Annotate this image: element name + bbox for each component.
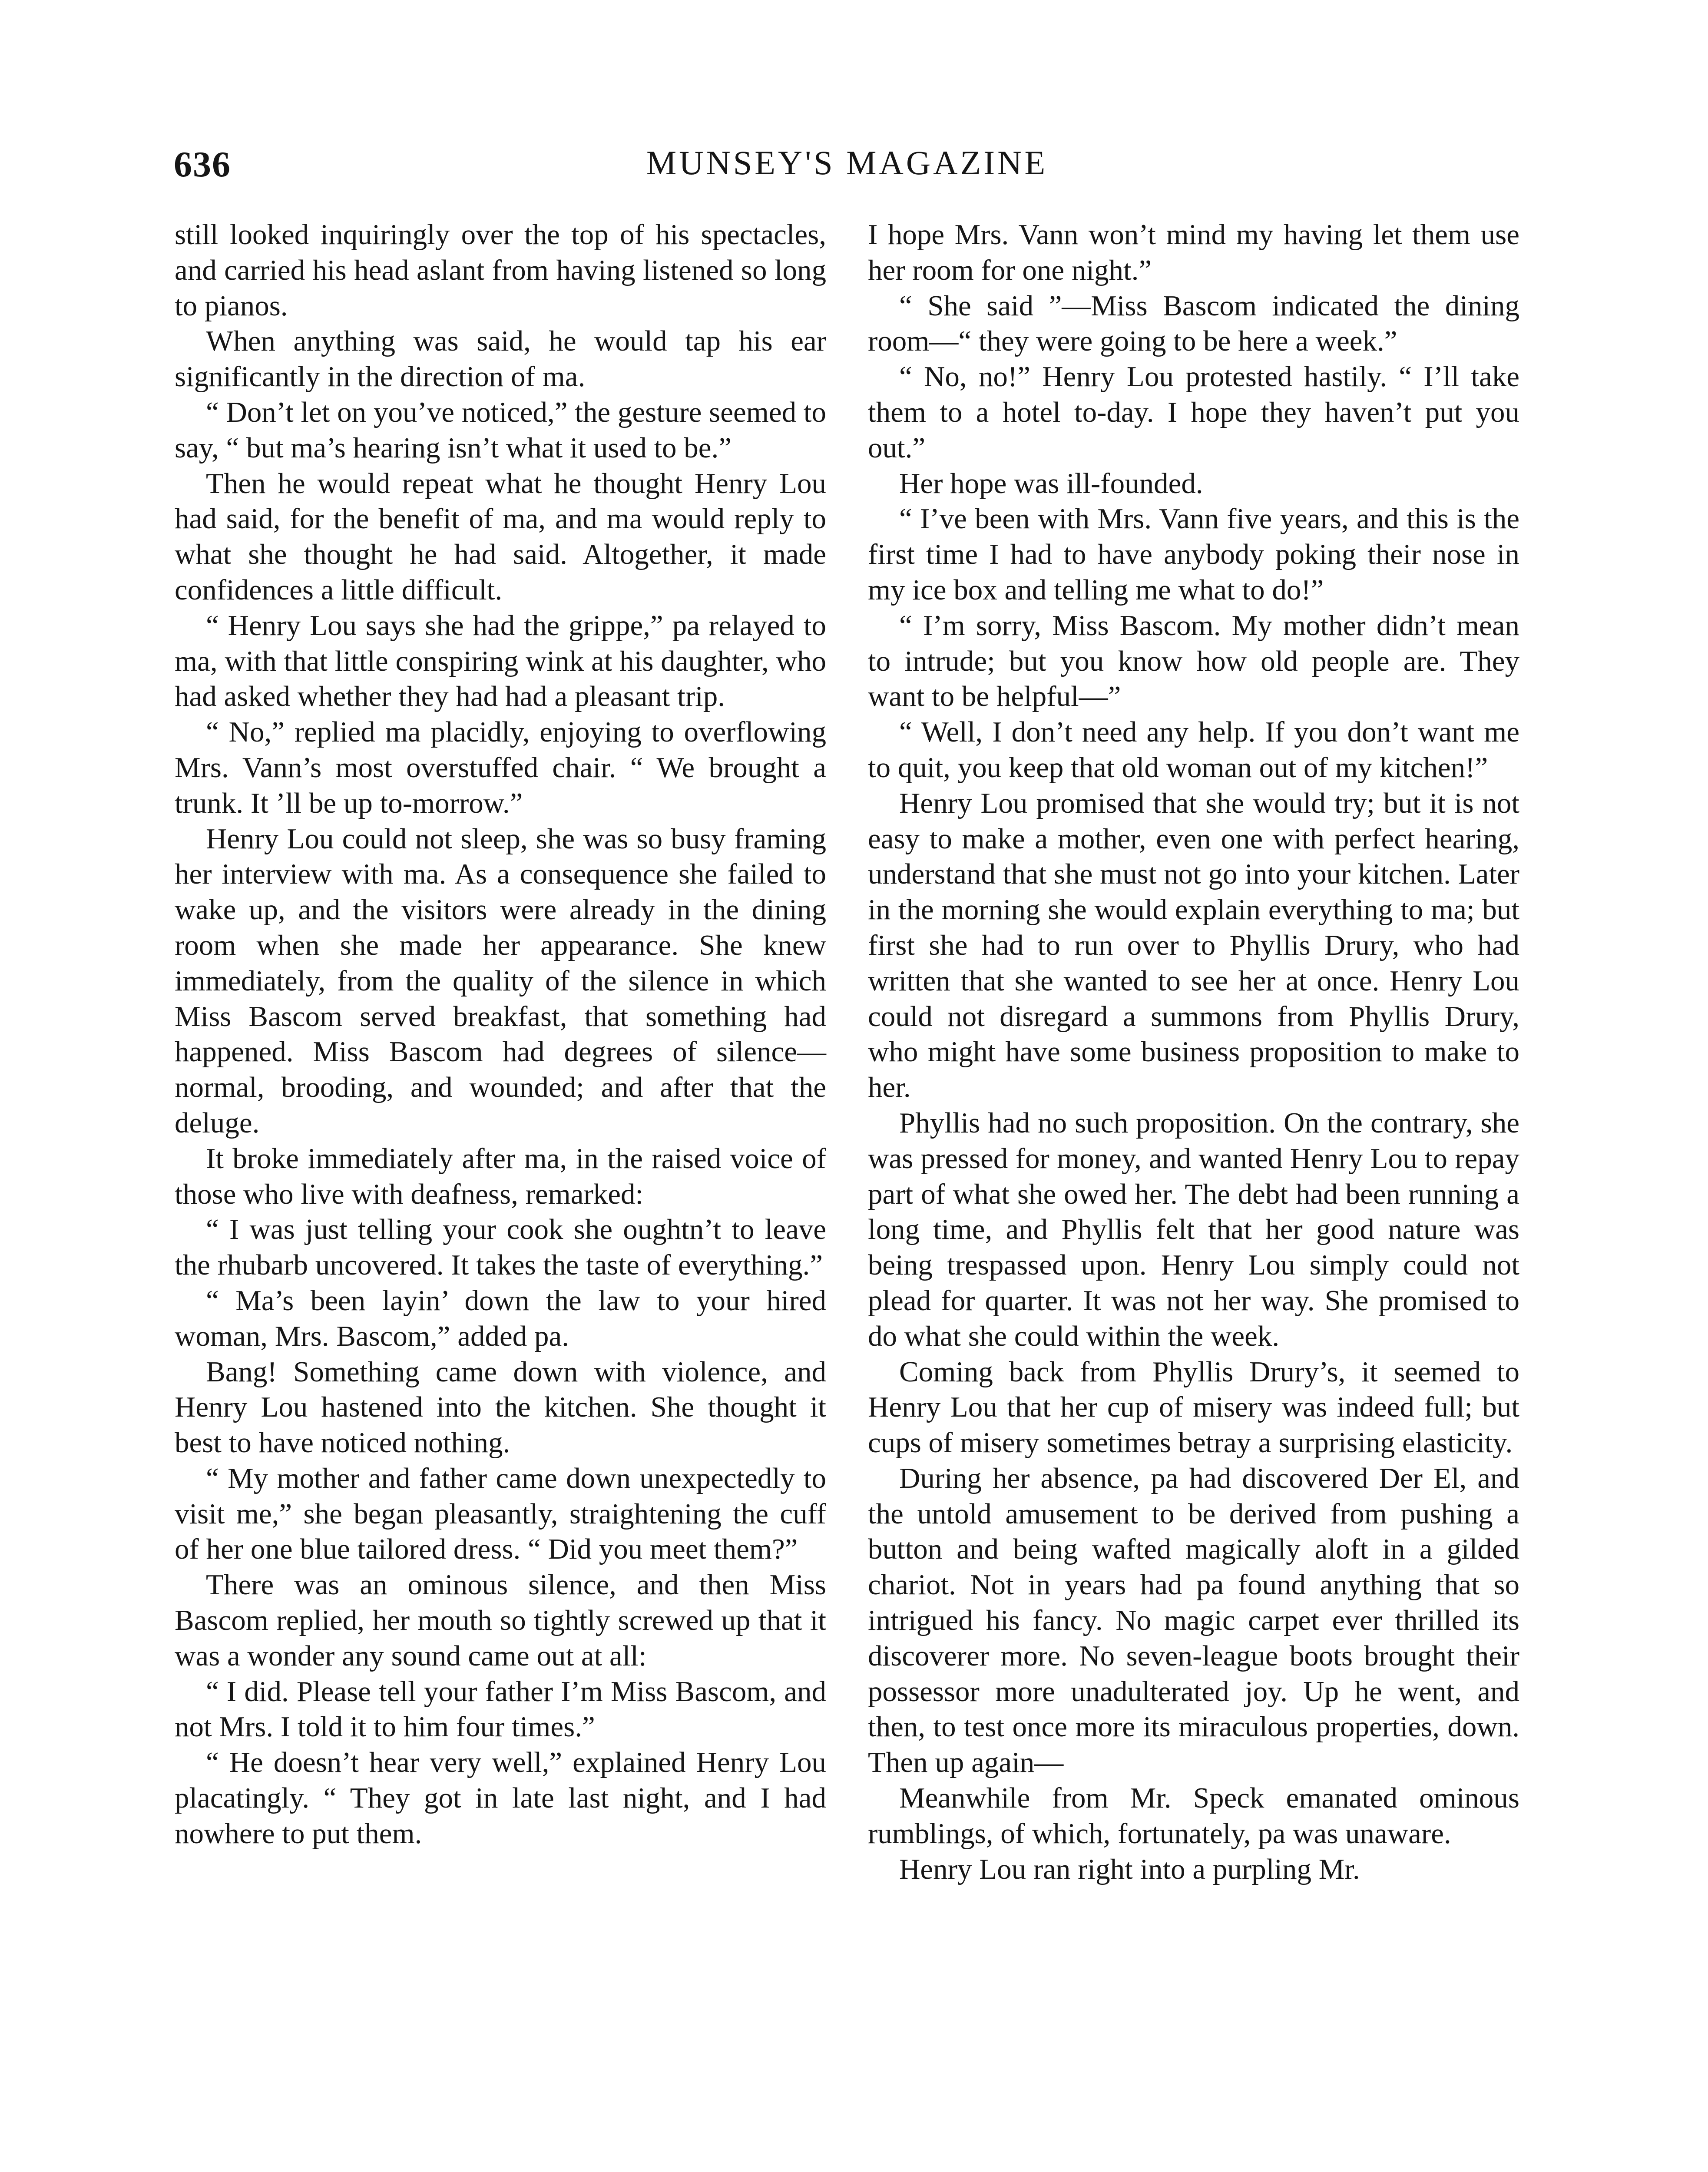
paragraph: Henry Lou could not sleep, she was so busy framing her interview with ma. As a consequence she failed to wake up, and the visitors were already in the dining room when she made her appearance. She knew immediately, from the quality of the silence in which Miss Bascom served breakfast, that something had happened. Miss Bascom had degrees of silence—normal, brooding, and wounded; and after that the deluge. [175, 822, 826, 1139]
paragraph: Phyllis had no such proposition. On the contrary, she was pressed for money, and wanted Henry Lou to repay part of what she owed her. The debt had been running a long time, and Phyllis felt that her good nature was being trespassed upon. Henry Lou simply could not plead for quarter. It was not her way. She promised to do what she could within the week. [868, 1106, 1519, 1352]
page-number: 636 [174, 144, 231, 185]
paragraph: “ No, no!” Henry Lou protested hastily. “ I’ll take them to a hotel to-day. I hope they haven’t put you out.” [868, 361, 1519, 464]
paragraph: Henry Lou promised that she would try; but it is not easy to make a mother, even one with perfect hearing, understand that she must not go into your kitchen. Later in the morning she would explain everything to ma; but first she had to run over to Phyllis Drury, who had written that she wanted to see her at once. Henry Lou could not disregard a summons from Phyllis Drury, who might have some business proposition to make to her. [868, 787, 1519, 1104]
paragraph: I hope Mrs. Vann won’t mind my having let them use her room for one night.” [868, 219, 1519, 286]
paragraph: “ I did. Please tell your father I’m Miss Bascom, and not Mrs. I told it to him four times.” [175, 1675, 826, 1743]
paragraph: “ Henry Lou says she had the grippe,” pa relayed to ma, with that little conspiring wink at his daughter, who had asked whether they had had a pleasant trip. [175, 609, 826, 713]
paragraph: “ Well, I don’t need any help. If you don’t want me to quit, you keep that old woman out of my kitchen!” [868, 716, 1519, 784]
left-column [175, 217, 826, 1852]
paragraph: “ She said ”—Miss Bascom indicated the dining room—“ they were going to be here a week.” [868, 289, 1519, 358]
paragraph: “ He doesn’t hear very well,” explained Henry Lou placatingly. “ They got in late last night, and I had nowhere to put them. [175, 1746, 826, 1850]
paragraph: During her absence, pa had discovered Der El, and the untold amusement to be derived from pushing a button and being wafted magically aloft in a gilded chariot. Not in years had pa found anything that so intrigued his fancy. No magic carpet ever thrilled its discoverer more. No seven-league boots brought their possessor more unadulterated joy. Up he went, and then, to test once more its miraculous properties, down. Then up again— [868, 1462, 1519, 1779]
paragraph: It broke immediately after ma, in the raised voice of those who live with deafness, remarked: [175, 1142, 826, 1210]
paragraph: “ Don’t let on you’ve noticed,” the gesture seemed to say, “ but ma’s hearing isn’t what it used to be.” [175, 396, 826, 464]
paragraph: Her hope was ill-founded. [899, 467, 1203, 500]
paragraph: still looked inquiringly over the top of his spectacles, and carried his head aslant from having listened so long to pianos. [175, 219, 826, 322]
paragraph: Henry Lou ran right into a purpling Mr. [899, 1853, 1360, 1885]
paragraph: “ I’ve been with Mrs. Vann five years, and this is the first time I had to have anybody poking their nose in my ice box and telling me what to do!” [868, 503, 1519, 606]
right-column [868, 217, 1519, 1887]
paragraph: “ My mother and father came down unexpectedly to visit me,” she began pleasantly, straightening the cuff of her one blue tailored dress. “ Did you meet them?” [175, 1462, 826, 1566]
running-head: MUNSEY'S MAGAZINE [646, 144, 1048, 182]
paragraph: “ I was just telling your cook she oughtn’t to leave the rhubarb uncovered. It takes the taste of everything.” [175, 1213, 826, 1281]
paragraph: Meanwhile from Mr. Speck emanated ominous rumblings, of which, fortunately, pa was unaware. [868, 1782, 1519, 1850]
paragraph: There was an ominous silence, and then Miss Bascom replied, her mouth so tightly screwed up that it was a wonder any sound came out at all: [175, 1569, 826, 1672]
paragraph: Coming back from Phyllis Drury’s, it seemed to Henry Lou that her cup of misery was indeed full; but cups of misery sometimes betray a surprising elasticity. [868, 1355, 1519, 1459]
paragraph: “ No,” replied ma placidly, enjoying to overflowing Mrs. Vann’s most overstuffed chair. “ We brought a trunk. It ’ll be up to-morrow.” [175, 716, 826, 819]
paragraph: Bang! Something came down with violence, and Henry Lou hastened into the kitchen. She thought it best to have noticed nothing. [175, 1355, 826, 1459]
paragraph: When anything was said, he would tap his ear significantly in the direction of ma. [175, 325, 826, 393]
paragraph: “ I’m sorry, Miss Bascom. My mother didn’t mean to intrude; but you know how old people are. They want to be helpful—” [868, 609, 1519, 713]
paragraph: Then he would repeat what he thought Henry Lou had said, for the benefit of ma, and ma would reply to what she thought he had said. Altogether, it made confidences a little difficult. [175, 467, 826, 606]
paragraph: “ Ma’s been layin’ down the law to your hired woman, Mrs. Bascom,” added pa. [175, 1284, 826, 1352]
page-header [174, 143, 1520, 195]
